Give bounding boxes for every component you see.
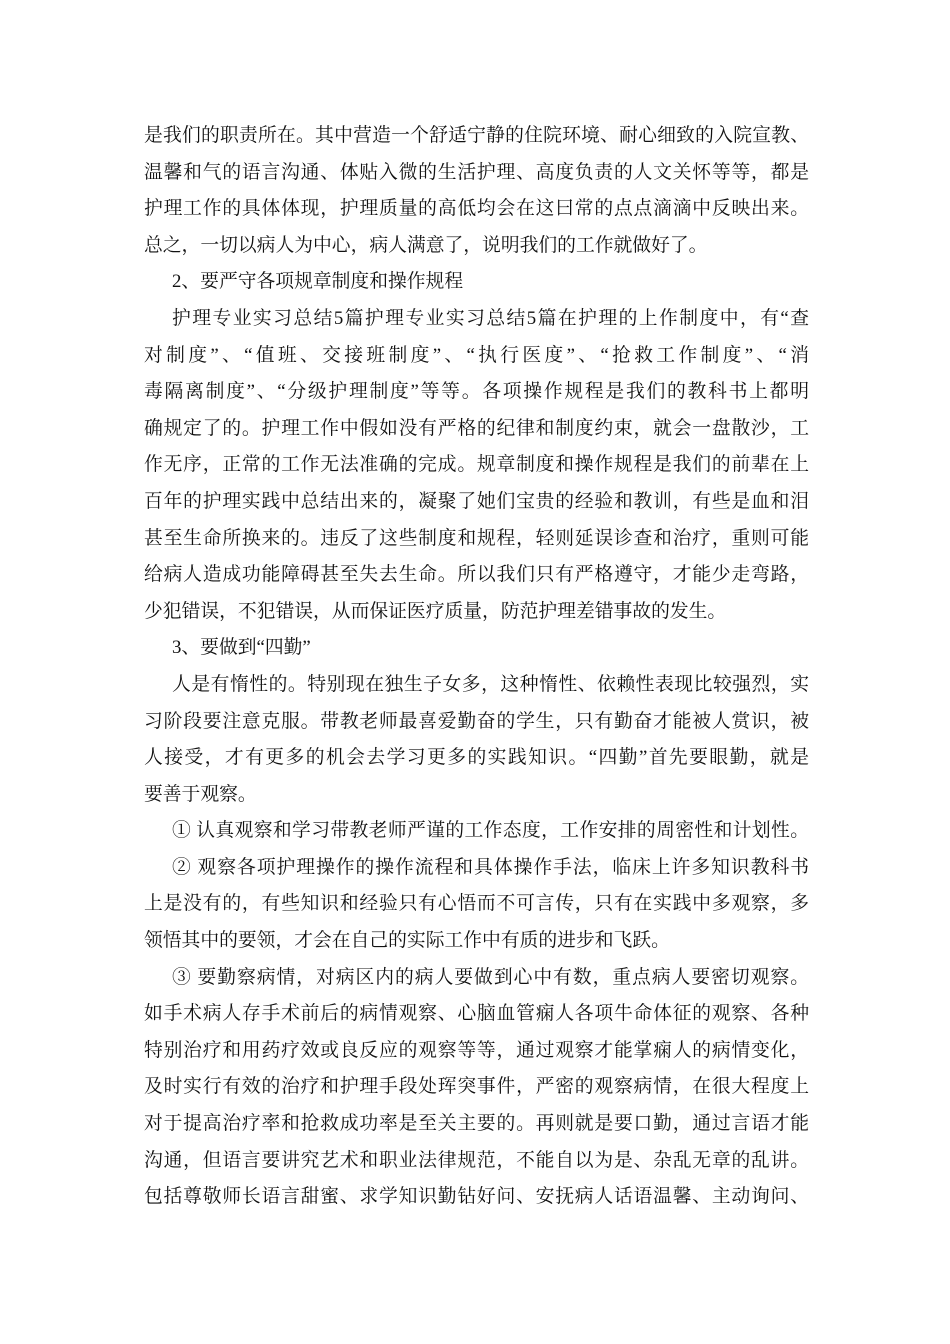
- text-line: 确规定了的。护理工作中假如没有严格的纪律和制度约束，就会一盘散沙，工: [144, 417, 809, 439]
- section-heading: 2、要严守各项规章制度和操作规程: [172, 271, 464, 293]
- text-line: 毒隔离制度”、“分级护理制度”等等。各项操作规程是我们的教科书上都明: [144, 381, 809, 403]
- text-line: 护理专业实习总结5篇护理专业实习总结5篇在护理的上作制度中，有“查: [172, 307, 809, 329]
- section-heading-rules: [144, 264, 809, 301]
- text-line: 包括尊敬师长语言甜蜜、求学知识勤钻好问、安抚病人话语温馨、主动询问、: [144, 1186, 809, 1208]
- section-heading: 3、要做到“四勤”: [172, 637, 311, 659]
- list-item-3: [144, 960, 809, 1216]
- text-line: 护理工作的具体体现，护理质量的高低均会在这曰常的点点滴滴中反映出来。: [144, 198, 809, 220]
- text-line: 如手术病人存手术前后的病情观察、心脑血管痫人各项牛命体征的观察、各种: [144, 1003, 809, 1025]
- text-line: 温馨和气的语言沟通、体贴入微的生活护理、高度负责的人文关怀等等，都是: [144, 161, 809, 183]
- text-line: 对于提高治疗率和抢救成功率是至关主要的。再则就是要口勤，通过言语才能: [144, 1113, 809, 1135]
- paragraph-rules: [144, 301, 809, 630]
- text-line: 上是没有的，有些知识和经验只有心悟而不可言传，只有在实践中多观察，多: [144, 893, 809, 915]
- text-line: 沟通，但语言要讲究艺术和职业法律规范，不能自以为是、杂乱无章的乱讲。: [144, 1149, 809, 1171]
- paragraph-continuation: [144, 118, 809, 264]
- text-line: 对制度”、“值班、交接班制度”、“执行医度”、“抢救工作制度”、“消: [144, 344, 809, 366]
- text-line: 要善于观察。: [144, 783, 257, 805]
- text-line: 少犯错误，不犯错误，从而保证医疗质量，防范护理差错事故的发生。: [144, 600, 727, 622]
- text-line: 总之，一切以病人为中心，病人满意了，说明我们的工作就做好了。: [144, 234, 708, 256]
- text-line: ③ 要勤察病情，对病区内的病人要做到心中有数，重点病人要密切观察。: [172, 966, 809, 988]
- text-line: ① 认真观察和学习带教老师严谨的工作态度，工作安排的周密性和计划性。: [172, 820, 809, 842]
- text-line: 人接受，才有更多的机会去学习更多的实践知识。“四勤”首先要眼勤，就是: [144, 747, 809, 769]
- text-line: 及时实行有效的治疗和护理手段处珲突事件，严密的观察病情，在很大程度上: [144, 1076, 809, 1098]
- text-line: 给病人造成功能障碍甚至失去生命。所以我们只有严格遵守，才能少走弯路，: [144, 564, 809, 586]
- section-heading-four-diligences: [144, 630, 809, 667]
- text-line: 领悟其中的要领，才会在自己的实际工作中有质的进步和飞跃。: [144, 930, 670, 952]
- list-item-1: [144, 813, 809, 850]
- document-body: [144, 118, 809, 1216]
- paragraph-diligence: [144, 667, 809, 813]
- text-line: 特别治疗和用药疗效或良反应的观察等等，通过观察才能掌痫人的病情变化，: [144, 1039, 809, 1061]
- text-line: 作无序，正常的工作无法准确的完成。规章制度和操作规程是我们的前辈在上: [144, 454, 809, 476]
- text-line: 是我们的职责所在。其中营造一个舒适宁静的住院环境、耐心细致的入院宣教、: [144, 125, 809, 146]
- text-line: 人是有惰性的。特别现在独生子女多，这种惰性、依赖性表现比较强烈，实: [172, 673, 809, 695]
- text-line: ② 观察各项护理操作的操作流程和具体操作手法，临床上许多知识教科书: [172, 856, 809, 878]
- list-item-2: [144, 850, 809, 960]
- text-line: 习阶段要注意克服。带教老师最喜爱勤奋的学生，只有勤奋才能被人赏识，被: [144, 710, 809, 732]
- text-line: 百年的护理实践中总结出来的，凝聚了她们宝贵的经验和教训，有些是血和泪: [144, 490, 809, 512]
- text-line: 甚至生命所换来的。违反了这些制度和规程，轻则延误诊查和治疗，重则可能: [144, 527, 809, 549]
